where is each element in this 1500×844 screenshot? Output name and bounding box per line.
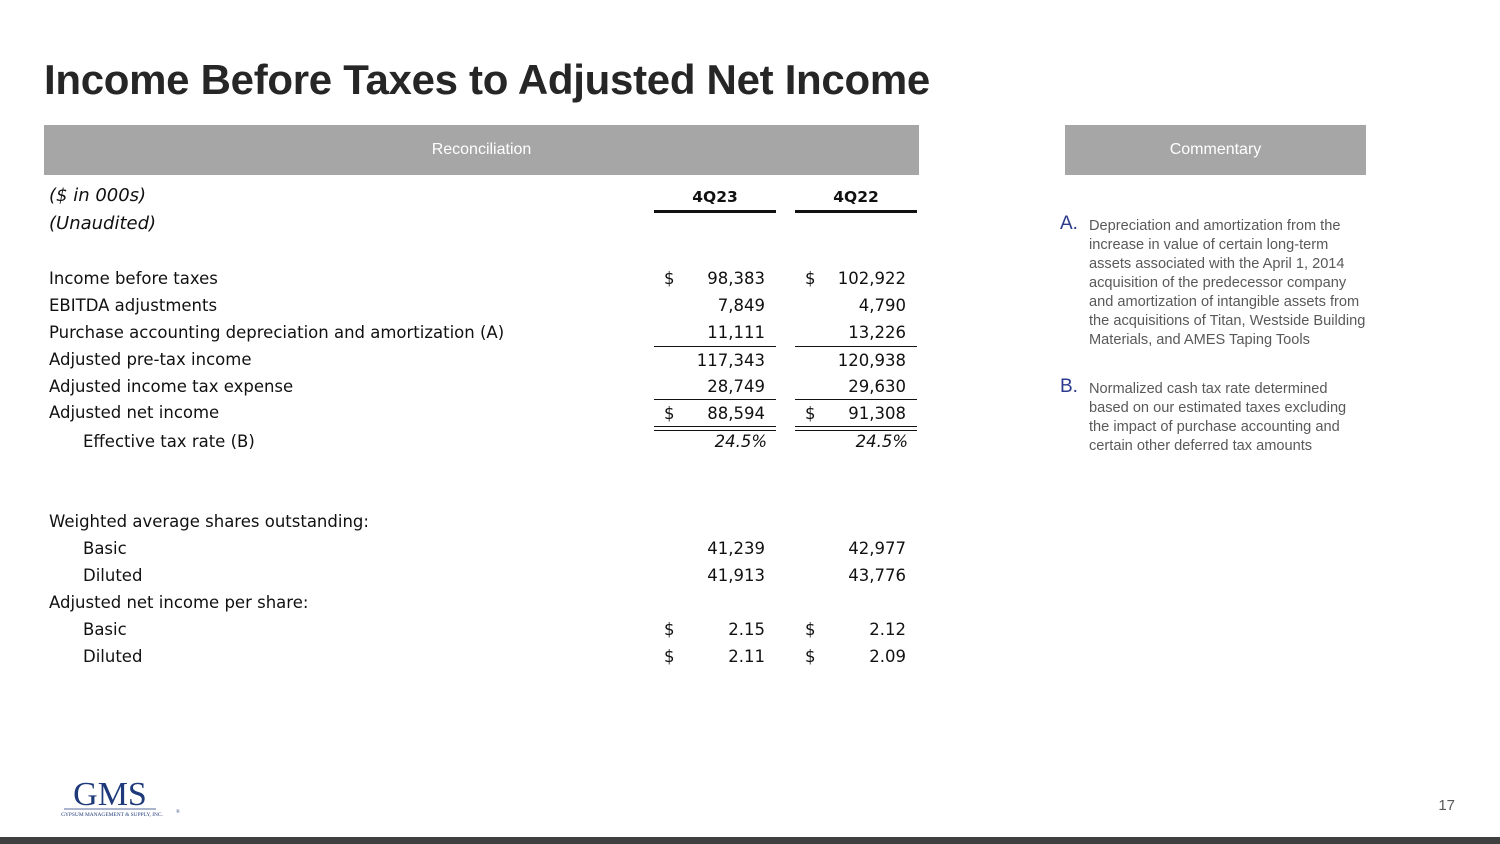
column-header-4q23: 4Q23 [654, 184, 776, 213]
row-label: Basic [83, 620, 127, 639]
currency-symbol: $ [805, 404, 816, 423]
value-4q22: 2.12 [869, 620, 906, 639]
commentary-header-label: Commentary [1169, 141, 1262, 158]
row-label: Basic [83, 539, 127, 558]
value-4q22: 29,630 [848, 377, 906, 396]
commentary-header [1065, 125, 1366, 175]
reconciliation-header [44, 125, 919, 175]
logo-subtitle: GYPSUM MANAGEMENT & SUPPLY, INC. [61, 812, 163, 818]
logo-wordmark: GMS [73, 776, 147, 813]
row-label: Adjusted net income per share: [49, 593, 309, 612]
value-4q23: 88,594 [707, 404, 765, 423]
value-4q23: 28,749 [707, 377, 765, 396]
currency-symbol: $ [664, 269, 675, 288]
table-row [0, 428, 920, 455]
value-4q23: 2.15 [728, 620, 765, 639]
row-label: Diluted [83, 566, 143, 585]
column-header-4q22: 4Q22 [795, 184, 917, 213]
commentary-letter: A. [1060, 213, 1078, 234]
table-row [0, 373, 920, 400]
unaudited-label: (Unaudited) [49, 213, 157, 234]
row-label: Weighted average shares outstanding: [49, 512, 369, 531]
commentary-text: Normalized cash tax rate determined based on our estimated taxes excluding the impact of purchase accounting and certain other deferred tax amounts [1089, 381, 1347, 454]
subtotal-rule [795, 346, 917, 374]
value-4q22: 42,977 [848, 539, 906, 558]
table-row [0, 292, 920, 319]
currency-symbol: $ [805, 269, 816, 288]
currency-symbol: $ [664, 404, 675, 423]
value-4q23: 11,111 [707, 323, 765, 342]
row-label: Adjusted income tax expense [49, 377, 294, 396]
value-4q22: 91,308 [848, 404, 906, 423]
commentary-letter: B. [1060, 376, 1078, 397]
value-4q23: 41,239 [707, 539, 765, 558]
value-4q22: 2.09 [869, 647, 906, 666]
value-4q22: 43,776 [848, 566, 906, 585]
value-4q23: 7,849 [717, 296, 765, 315]
currency-symbol: $ [664, 647, 675, 666]
row-label: Adjusted pre-tax income [49, 350, 252, 369]
subtotal-rule [795, 399, 917, 427]
page-title: Income Before Taxes to Adjusted Net Income [44, 56, 930, 103]
row-label: Diluted [83, 647, 143, 666]
value-4q22: 102,922 [837, 269, 906, 288]
commentary-text: Depreciation and amortization from the increase in value of certain long-term assets associated with the April 1, 2014 acquisition of the predecessor company and amortization of intangible assets from the acquisitions of Titan, Westside Building Materials, and AMES Taping Tools [1089, 218, 1366, 348]
reconciliation-header-label: Reconciliation [431, 141, 532, 158]
row-label: Income before taxes [49, 269, 218, 288]
table-row [0, 589, 920, 616]
table-row [0, 319, 920, 346]
gms-logo [44, 776, 184, 821]
table-row [0, 265, 920, 292]
currency-symbol: $ [664, 620, 675, 639]
logo-registered-mark: ® [176, 810, 180, 815]
table-row [0, 508, 920, 535]
subtotal-rule [654, 399, 776, 427]
row-label: EBITDA adjustments [49, 296, 218, 315]
value-4q23: 2.11 [728, 647, 765, 666]
value-4q23: 117,343 [696, 351, 765, 370]
table-row [0, 346, 920, 373]
row-label: Purchase accounting depreciation and amortization (A) [49, 323, 505, 342]
currency-symbol: $ [805, 647, 816, 666]
units-row [0, 182, 920, 209]
bottom-bar [0, 837, 1500, 844]
value-4q23: 98,383 [707, 269, 765, 288]
value-4q23: 24.5% [714, 432, 767, 451]
value-4q23: 41,913 [707, 566, 765, 585]
subtotal-rule [654, 346, 776, 374]
currency-symbol: $ [805, 620, 816, 639]
table-row [0, 399, 920, 426]
row-label: Adjusted net income [49, 403, 220, 422]
value-4q22: 4,790 [858, 296, 906, 315]
value-4q22: 120,938 [837, 351, 906, 370]
units-label: ($ in 000s) [49, 185, 147, 206]
unaudited-row [0, 210, 920, 237]
value-4q22: 13,226 [848, 323, 906, 342]
page-number: 17 [1438, 797, 1455, 814]
table-row [0, 643, 920, 670]
table-row [0, 616, 920, 643]
table-row [0, 535, 920, 562]
value-4q22: 24.5% [855, 432, 908, 451]
table-row [0, 562, 920, 589]
row-label: Effective tax rate (B) [83, 432, 255, 451]
